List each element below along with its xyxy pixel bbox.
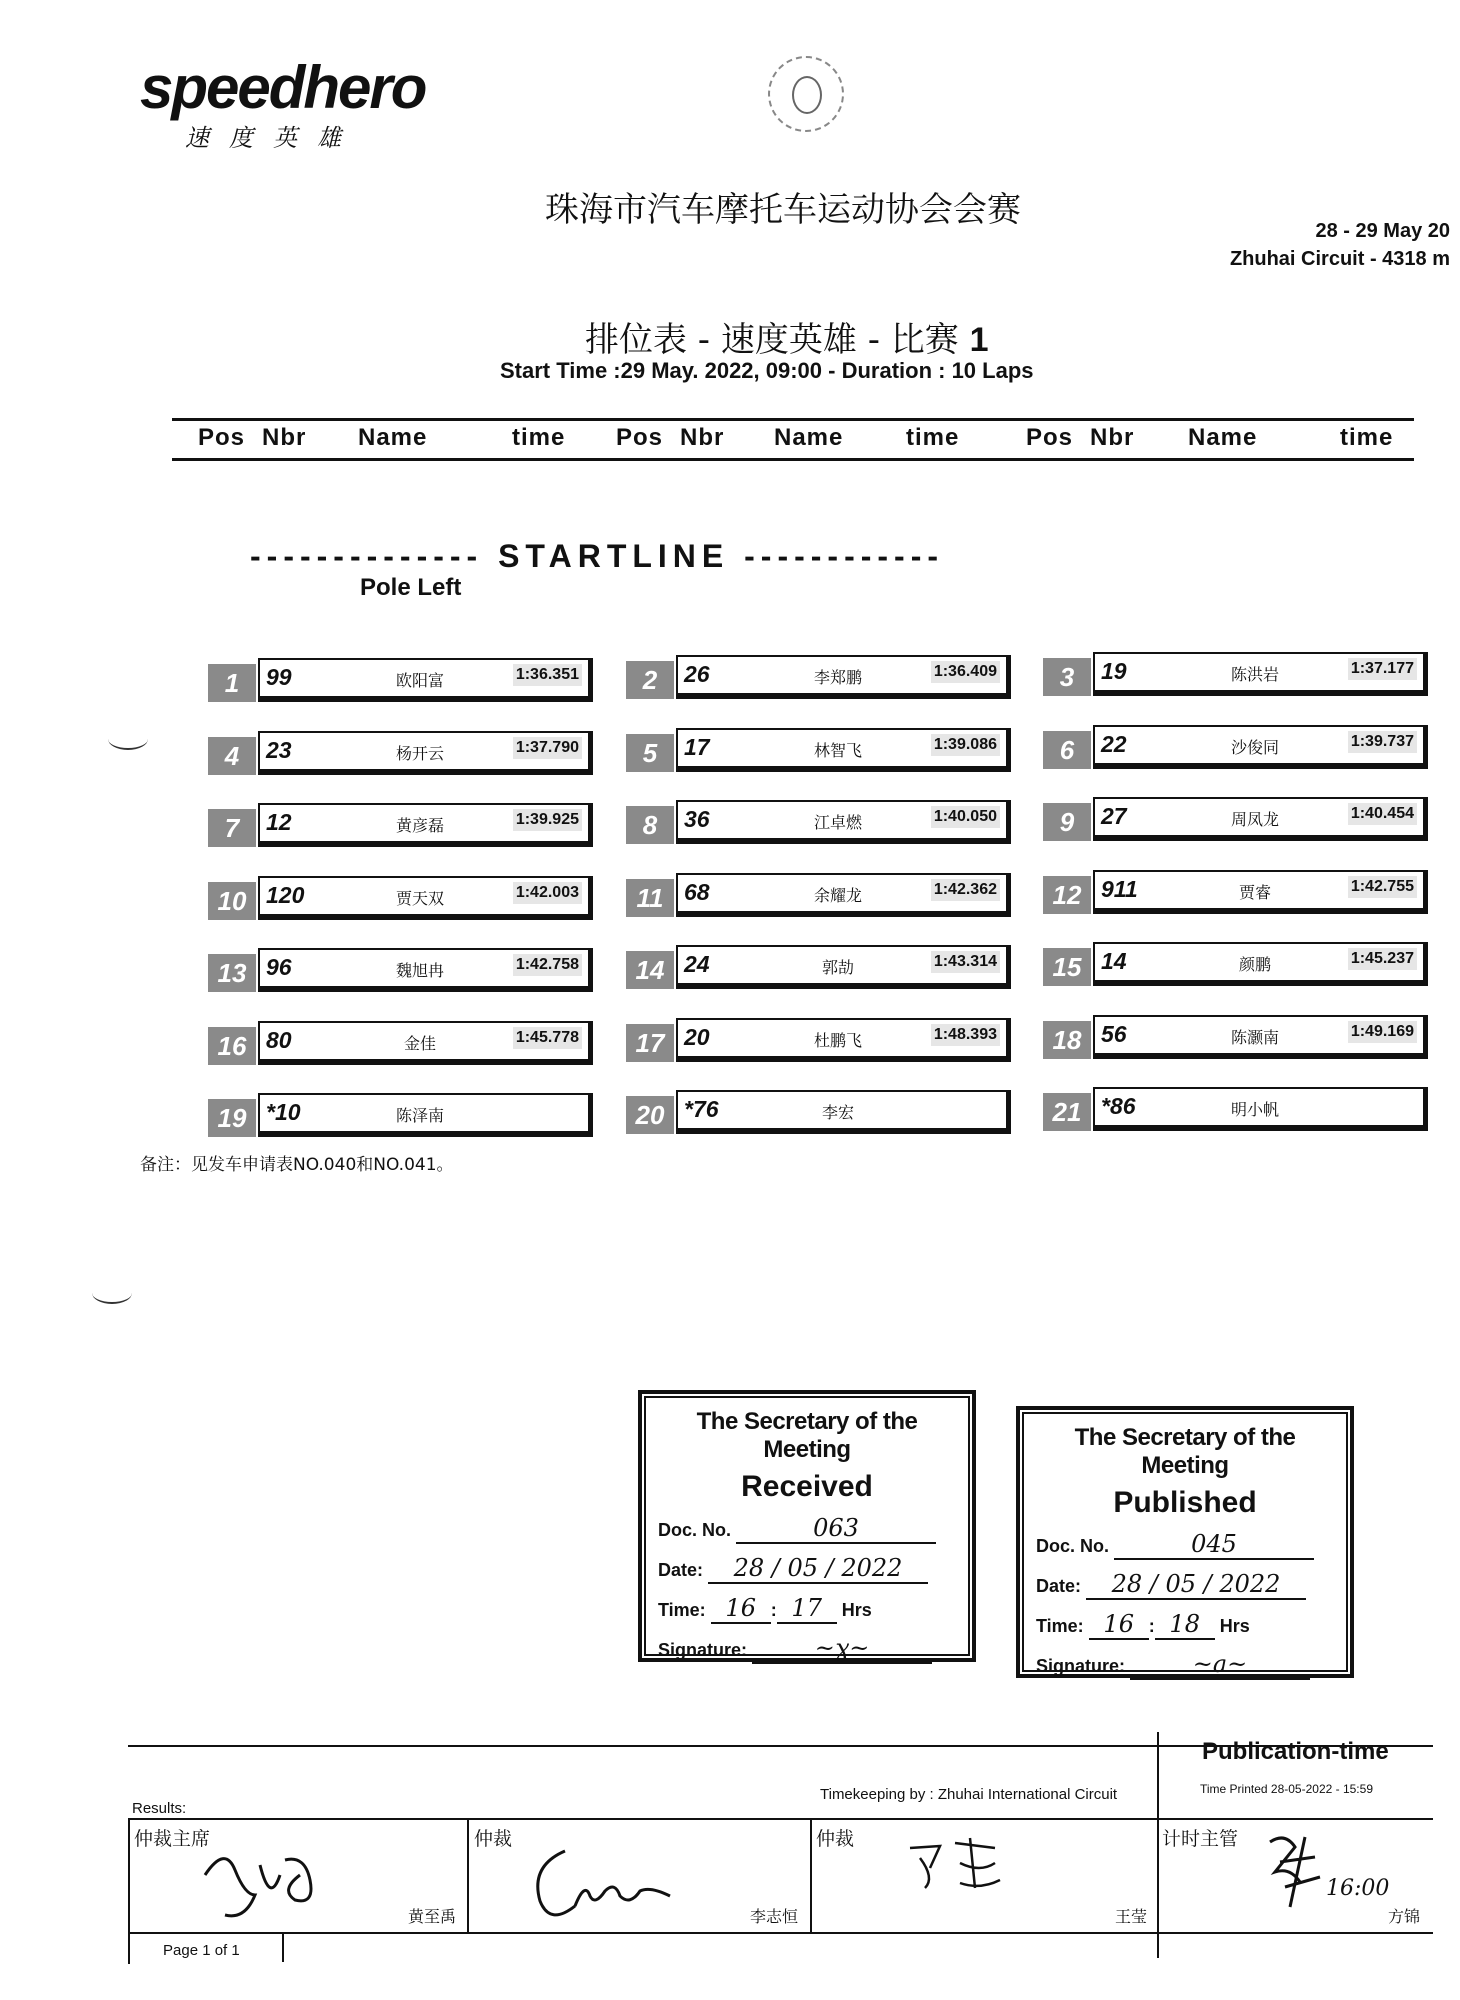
- col-name: Name: [1188, 424, 1258, 451]
- grid-entry-box: [258, 1021, 593, 1065]
- rider-name: 周凤龙: [1230, 810, 1279, 829]
- published-stamp: [1016, 1406, 1354, 1678]
- col-time: time: [512, 424, 566, 451]
- grid-entry-box: [676, 1018, 1011, 1062]
- signature-scribble: ~ɣ~: [752, 1634, 932, 1664]
- grid-position: 5: [626, 734, 674, 772]
- signature-row: Signature: ~a~: [1036, 1650, 1334, 1680]
- qualifying-time: 1:39.925: [513, 809, 582, 831]
- grid-slot: [208, 948, 588, 992]
- qualifying-time: 1:45.778: [513, 1027, 582, 1049]
- grid-entry-box: [676, 873, 1011, 917]
- grid-position: 17: [626, 1024, 674, 1062]
- grid-title: 排位表 - 速度英雄 - 比赛 1: [585, 320, 989, 360]
- rider-number: 23: [266, 737, 292, 763]
- qualifying-time: 1:42.755: [1348, 876, 1417, 898]
- col-time: time: [1340, 424, 1394, 451]
- qualifying-time: 1:39.086: [931, 734, 1000, 756]
- rider-name: 魏旭冉: [395, 961, 444, 980]
- col-time: time: [906, 424, 960, 451]
- rider-number: 96: [266, 954, 292, 980]
- role-timing-chief: 计时主管: [1162, 1828, 1239, 1850]
- rider-number: 68: [684, 879, 710, 905]
- event-date: 28 - 29 May 20: [1315, 220, 1450, 242]
- grid-slot: [1043, 1015, 1423, 1059]
- rider-number: 19: [1101, 658, 1127, 684]
- publication-time-label: Publication-time: [1202, 1738, 1389, 1765]
- grid-entry-box: [1093, 797, 1428, 841]
- footer-divider: [128, 1818, 130, 1964]
- grid-entry-box: [676, 728, 1011, 772]
- grid-slot: [208, 876, 588, 920]
- time-row: Time: 16 : 18 Hrs: [1036, 1610, 1250, 1638]
- rider-name: 贾天双: [395, 889, 444, 908]
- rider-number: 20: [684, 1024, 710, 1050]
- circuit-name: Zhuhai Circuit - 4318 m: [1229, 248, 1450, 270]
- rider-name: 黄彦磊: [395, 816, 444, 835]
- date-row: Date: 28 / 05 / 2022: [658, 1554, 956, 1584]
- rider-number: *10: [266, 1099, 301, 1125]
- rider-name: 李宏: [821, 1103, 854, 1122]
- page-number: Page 1 of 1: [163, 1942, 240, 1959]
- grid-slot: [208, 1093, 588, 1137]
- pole-side-label: Pole Left: [360, 574, 462, 601]
- rider-number: 27: [1101, 803, 1127, 829]
- qualifying-time: 1:42.003: [513, 882, 582, 904]
- grid-entry-box: [676, 1090, 1011, 1134]
- grid-entry-box: [1093, 1015, 1428, 1059]
- rider-number: *86: [1101, 1093, 1136, 1119]
- doc-no-row: Doc. No. 045: [1036, 1530, 1334, 1560]
- rider-number: 80: [266, 1027, 292, 1053]
- rider-number: 911: [1101, 876, 1138, 902]
- speedhero-logo-chinese: 速度英雄: [185, 124, 361, 152]
- signature-timing-chief: [1255, 1822, 1330, 1912]
- rider-name: 欧阳富: [395, 671, 444, 690]
- stamp-status: Published: [1113, 1486, 1257, 1519]
- grid-slot: [1043, 942, 1423, 986]
- grid-slot: [1043, 797, 1423, 841]
- grid-slot: [626, 873, 1006, 917]
- signature-chief-steward: [185, 1835, 335, 1930]
- grid-slot: [626, 800, 1006, 844]
- grid-position: 21: [1043, 1093, 1091, 1131]
- sign-time: 16:00: [1326, 1876, 1390, 1901]
- rider-name: 李郑鹏: [813, 668, 862, 687]
- rider-name: 贾睿: [1238, 883, 1271, 902]
- grid-entry-box: [1093, 1087, 1428, 1131]
- note-text: 备注：见发车申请表NO.040和NO.041。: [140, 1155, 454, 1175]
- received-stamp: [638, 1390, 976, 1662]
- stamp-title: The Secretary of the Meeting: [696, 1408, 918, 1463]
- doc-no-row: Doc. No. 063: [658, 1514, 956, 1544]
- rider-number: 24: [684, 951, 710, 977]
- grid-position: 15: [1043, 948, 1091, 986]
- rider-number: 120: [266, 882, 305, 908]
- grid-slot: [1043, 870, 1423, 914]
- grid-slot: [208, 803, 588, 847]
- grid-entry-box: [1093, 725, 1428, 769]
- grid-slot: [626, 1090, 1006, 1134]
- rider-name: 杨开云: [395, 744, 444, 763]
- rider-number: 56: [1101, 1021, 1127, 1047]
- qualifying-time: 1:42.758: [513, 954, 582, 976]
- rider-number: 14: [1101, 948, 1127, 974]
- col-pos: Pos: [198, 424, 246, 451]
- grid-position: 18: [1043, 1021, 1091, 1059]
- rider-name: 颜鹏: [1238, 955, 1271, 974]
- startline-label: -------------- STARTLINE ------------: [250, 538, 945, 574]
- footer-divider: [467, 1818, 469, 1932]
- grid-entry-box: [1093, 870, 1428, 914]
- rider-name: 杜鹏飞: [813, 1031, 862, 1050]
- doc-no-value: 045: [1114, 1530, 1314, 1560]
- grid-entry-box: [1093, 942, 1428, 986]
- signature-scribble: ~a~: [1130, 1650, 1310, 1680]
- signature-steward: [900, 1828, 1010, 1898]
- rider-number: *76: [684, 1096, 719, 1122]
- footer-divider: [282, 1932, 284, 1962]
- rider-number: 12: [266, 809, 292, 835]
- rider-name: 郭劼: [821, 958, 854, 977]
- grid-position: 2: [626, 661, 674, 699]
- rider-name: 明小帆: [1230, 1100, 1279, 1119]
- qualifying-time: 1:39.737: [1348, 731, 1417, 753]
- results-label: Results:: [132, 1800, 187, 1817]
- qualifying-time: 1:40.050: [931, 806, 1000, 828]
- grid-slot: [1043, 652, 1423, 696]
- grid-position: 19: [208, 1099, 256, 1137]
- rider-number: 26: [684, 661, 710, 687]
- col-nbr: Nbr: [262, 424, 307, 451]
- speedhero-logo: speedhero: [140, 54, 426, 121]
- grid-entry-box: [258, 948, 593, 992]
- role-steward: 仲裁: [474, 1828, 513, 1850]
- grid-entry-box: [1093, 652, 1428, 696]
- grid-position: 7: [208, 809, 256, 847]
- qualifying-time: 1:49.169: [1348, 1021, 1417, 1043]
- grid-entry-box: [258, 731, 593, 775]
- grid-slot: [208, 1021, 588, 1065]
- grid-position: 8: [626, 806, 674, 844]
- grid-entry-box: [258, 876, 593, 920]
- grid-slot: [1043, 1087, 1423, 1131]
- qualifying-time: 1:42.362: [931, 879, 1000, 901]
- date-value: 28 / 05 / 2022: [708, 1554, 928, 1584]
- rider-name: 陈灏南: [1230, 1028, 1279, 1047]
- rider-name: 陈洪岩: [1230, 665, 1279, 684]
- col-pos: Pos: [1026, 424, 1074, 451]
- qualifying-time: 1:43.314: [931, 951, 1000, 973]
- signature-steward: [520, 1836, 700, 1926]
- qualifying-time: 1:37.177: [1348, 658, 1417, 680]
- signer-name: 王莹: [1115, 1907, 1148, 1926]
- grid-position: 9: [1043, 803, 1091, 841]
- footer-rule: [128, 1932, 1433, 1934]
- grid-slot: [626, 728, 1006, 772]
- grid-slot: [626, 1018, 1006, 1062]
- signature-row: Signature: ~ɣ~: [658, 1634, 956, 1664]
- col-name: Name: [774, 424, 844, 451]
- time-printed: Time Printed 28-05-2022 - 15:59: [1200, 1782, 1373, 1796]
- date-row: Date: 28 / 05 / 2022: [1036, 1570, 1334, 1600]
- grid-position: 14: [626, 951, 674, 989]
- qualifying-time: 1:37.790: [513, 737, 582, 759]
- grid-position: 16: [208, 1027, 256, 1065]
- col-pos: Pos: [616, 424, 664, 451]
- grid-slot: [208, 731, 588, 775]
- stamp-status: Received: [741, 1470, 873, 1503]
- grid-position: 4: [208, 737, 256, 775]
- rider-number: 36: [684, 806, 710, 832]
- punch-hole-mark: [108, 728, 148, 750]
- grid-position: 3: [1043, 658, 1091, 696]
- rider-name: 陈泽南: [395, 1106, 444, 1125]
- rider-number: 99: [266, 664, 292, 690]
- grid-entry-box: [676, 800, 1011, 844]
- footer-divider: [1157, 1732, 1159, 1820]
- rider-name: 余耀龙: [813, 886, 862, 905]
- signer-name: 黄至禹: [408, 1907, 457, 1926]
- timekeeping-label: Timekeeping by : Zhuhai International Circuit: [820, 1786, 1118, 1803]
- grid-position: 20: [626, 1096, 674, 1134]
- role-chief-steward: 仲裁主席: [134, 1828, 211, 1850]
- time-row: Time: 16 : 17 Hrs: [658, 1594, 872, 1622]
- qualifying-time: 1:48.393: [931, 1024, 1000, 1046]
- footer-divider: [810, 1818, 812, 1932]
- date-value: 28 / 05 / 2022: [1086, 1570, 1306, 1600]
- doc-no-value: 063: [736, 1514, 936, 1544]
- qualifying-time: 1:40.454: [1348, 803, 1417, 825]
- grid-slot: [208, 658, 588, 702]
- grid-entry-box: [258, 803, 593, 847]
- rider-name: 沙俊同: [1230, 738, 1279, 757]
- role-steward: 仲裁: [816, 1828, 855, 1850]
- header-rule-bottom: [172, 458, 1414, 461]
- signer-name: 方锦: [1388, 1907, 1421, 1926]
- qualifying-time: 1:45.237: [1348, 948, 1417, 970]
- grid-position: 12: [1043, 876, 1091, 914]
- association-seal-icon: [768, 56, 844, 132]
- qualifying-time: 1:36.409: [931, 661, 1000, 683]
- rider-number: 22: [1101, 731, 1127, 757]
- signer-name: 李志恒: [750, 1907, 799, 1926]
- grid-slot: [626, 655, 1006, 699]
- grid-position: 13: [208, 954, 256, 992]
- grid-position: 11: [626, 879, 674, 917]
- grid-slot: [1043, 725, 1423, 769]
- grid-entry-box: [676, 945, 1011, 989]
- header-rule-top: [172, 418, 1414, 421]
- col-name: Name: [358, 424, 428, 451]
- grid-position: 10: [208, 882, 256, 920]
- rider-number: 17: [684, 734, 710, 760]
- footer-divider: [1157, 1818, 1159, 1958]
- grid-slot: [626, 945, 1006, 989]
- rider-name: 金佳: [403, 1034, 436, 1053]
- qualifying-time: 1:36.351: [513, 664, 582, 686]
- stamp-title: The Secretary of the Meeting: [1074, 1424, 1296, 1479]
- grid-position: 1: [208, 664, 256, 702]
- footer-rule: [128, 1818, 1433, 1820]
- col-nbr: Nbr: [680, 424, 725, 451]
- association-title: 珠海市汽车摩托车运动协会会赛: [545, 190, 1021, 230]
- grid-entry-box: [258, 1093, 593, 1137]
- rider-name: 江卓燃: [813, 813, 862, 832]
- grid-entry-box: [258, 658, 593, 702]
- rider-name: 林智飞: [813, 741, 862, 760]
- start-info: Start Time :29 May. 2022, 09:00 - Duration : 10 Laps: [500, 358, 1034, 383]
- col-nbr: Nbr: [1090, 424, 1135, 451]
- punch-hole-mark: [92, 1282, 132, 1304]
- grid-position: 6: [1043, 731, 1091, 769]
- grid-entry-box: [676, 655, 1011, 699]
